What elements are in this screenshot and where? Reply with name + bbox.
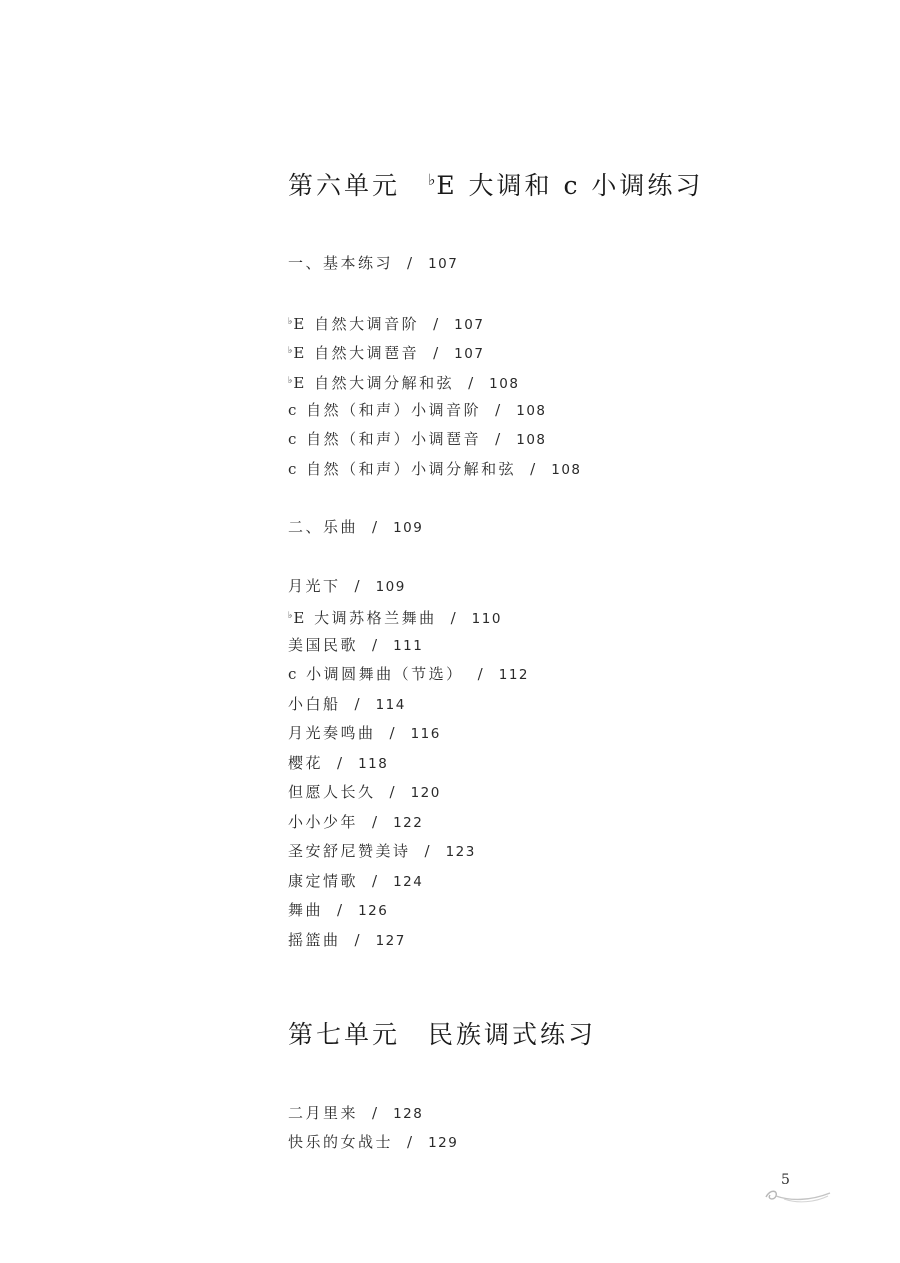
- toc-separator: /: [372, 813, 378, 831]
- toc-entry-page: 127: [375, 933, 406, 949]
- toc-entry-title: c 小调圆舞曲（节选）: [288, 665, 464, 683]
- toc-separator: /: [354, 695, 360, 713]
- toc-separator: /: [372, 518, 378, 536]
- flat-symbol: ♭: [288, 610, 293, 621]
- toc-entry-title: E 大调苏格兰舞曲: [293, 609, 437, 628]
- toc-entry[interactable]: [288, 428, 547, 450]
- toc-entry-title: 摇篮曲: [288, 931, 341, 949]
- toc-entry-page: 108: [516, 403, 547, 419]
- toc-entry-title: 圣安舒尼赞美诗: [288, 842, 411, 860]
- toc-entry[interactable]: [288, 340, 484, 362]
- toc-entry-title: 二、乐曲: [288, 518, 359, 536]
- toc-separator: /: [407, 1133, 413, 1151]
- toc-separator: /: [372, 1104, 378, 1122]
- toc-entry-title: c 自然（和声）小调琶音: [288, 430, 482, 448]
- toc-entry-page: 108: [516, 432, 547, 448]
- toc-separator: /: [433, 315, 439, 334]
- toc-entry[interactable]: [288, 311, 484, 333]
- unit-6-number: 第六单元: [288, 171, 401, 200]
- toc-entry-title: 舞曲: [288, 901, 324, 919]
- toc-entry-page: 112: [498, 667, 530, 683]
- toc-entry-title: 美国民歌: [288, 636, 359, 654]
- toc-entry-page: 116: [410, 726, 441, 742]
- toc-entry-page: 123: [445, 844, 476, 860]
- toc-entry-page: 107: [454, 346, 485, 363]
- toc-separator: /: [407, 254, 413, 272]
- toc-separator: /: [468, 374, 474, 393]
- toc-entry-page: 109: [393, 520, 424, 536]
- toc-entry[interactable]: [288, 781, 441, 803]
- unit-6-name: E 大调和 c 小调练习: [436, 171, 704, 200]
- toc-entry[interactable]: [288, 870, 423, 892]
- toc-entry-page: 128: [393, 1106, 424, 1122]
- toc-entry[interactable]: [288, 1102, 423, 1124]
- toc-entry[interactable]: [288, 399, 547, 421]
- toc-entry[interactable]: [288, 722, 441, 744]
- toc-entry[interactable]: [288, 663, 529, 685]
- toc-entry[interactable]: [288, 575, 406, 597]
- toc-entry[interactable]: [288, 929, 406, 951]
- toc-entry-title: E 自然大调琶音: [293, 344, 420, 363]
- toc-entry-title: E 自然大调音阶: [293, 315, 420, 334]
- unit-7-title: [288, 1015, 596, 1051]
- toc-entry-title: E 自然大调分解和弦: [293, 374, 455, 393]
- toc-separator: /: [372, 872, 378, 890]
- flat-symbol: ♭: [428, 171, 436, 190]
- toc-entry-title: 樱花: [288, 754, 324, 772]
- flat-symbol: ♭: [288, 345, 293, 356]
- toc-entry-page: 114: [375, 697, 406, 713]
- page-number: 5: [781, 1172, 790, 1188]
- toc-separator: /: [495, 401, 501, 419]
- toc-entry-pieces[interactable]: [288, 516, 423, 538]
- toc-entry[interactable]: [288, 1131, 458, 1153]
- toc-entry[interactable]: [288, 811, 423, 833]
- unit-7-number: 第七单元: [288, 1020, 401, 1049]
- toc-entry-page: 110: [471, 611, 502, 628]
- toc-entry-title: c 自然（和声）小调音阶: [288, 401, 482, 419]
- toc-entry-page: 108: [551, 462, 582, 478]
- toc-entry-page: 118: [358, 756, 389, 772]
- toc-separator: /: [389, 783, 395, 801]
- toc-entry-page: 107: [454, 317, 485, 334]
- toc-entry-basic-exercises[interactable]: [288, 252, 458, 274]
- toc-entry-title: 小小少年: [288, 813, 359, 831]
- toc-separator: /: [477, 665, 483, 683]
- unit-7-name: 民族调式练习: [428, 1020, 597, 1049]
- toc-entry-page: 124: [393, 874, 424, 890]
- flat-symbol: ♭: [288, 375, 293, 386]
- toc-entry-title: 一、基本练习: [288, 254, 394, 272]
- toc-entry[interactable]: [288, 899, 388, 921]
- toc-entry-page: 108: [489, 376, 520, 393]
- toc-separator: /: [354, 931, 360, 949]
- swirl-ornament-icon: [762, 1184, 834, 1206]
- toc-separator: /: [450, 609, 456, 628]
- toc-entry[interactable]: [288, 370, 519, 392]
- flat-symbol: ♭: [288, 316, 293, 327]
- toc-entry-page: 109: [375, 579, 406, 595]
- unit-6-title: [288, 166, 703, 202]
- toc-separator: /: [354, 577, 360, 595]
- toc-entry[interactable]: [288, 458, 582, 480]
- toc-entry[interactable]: [288, 634, 423, 656]
- toc-entry-title: 快乐的女战士: [288, 1133, 394, 1151]
- toc-entry-page: 129: [428, 1135, 459, 1151]
- toc-entry-page: 122: [393, 815, 424, 831]
- toc-separator: /: [372, 636, 378, 654]
- toc-entry-page: 126: [358, 903, 389, 919]
- toc-separator: /: [530, 460, 536, 478]
- toc-separator: /: [389, 724, 395, 742]
- toc-entry-page: 111: [393, 638, 424, 654]
- toc-entry-title: 月光下: [288, 577, 341, 595]
- toc-entry-page: 120: [410, 785, 441, 801]
- toc-entry-title: 但愿人长久: [288, 783, 376, 801]
- toc-separator: /: [337, 901, 343, 919]
- toc-entry-title: 二月里来: [288, 1104, 359, 1122]
- toc-entry[interactable]: [288, 605, 502, 627]
- toc-separator: /: [424, 842, 430, 860]
- toc-entry[interactable]: [288, 752, 388, 774]
- toc-entry-title: 康定情歌: [288, 872, 359, 890]
- toc-entry-title: 小白船: [288, 695, 341, 713]
- toc-separator: /: [495, 430, 501, 448]
- toc-separator: /: [433, 344, 439, 363]
- toc-entry-title: c 自然（和声）小调分解和弦: [288, 460, 517, 478]
- toc-entry[interactable]: [288, 693, 406, 715]
- toc-entry-page: 107: [428, 256, 459, 272]
- toc-separator: /: [337, 754, 343, 772]
- toc-entry-title: 月光奏鸣曲: [288, 724, 376, 742]
- toc-entry[interactable]: [288, 840, 476, 862]
